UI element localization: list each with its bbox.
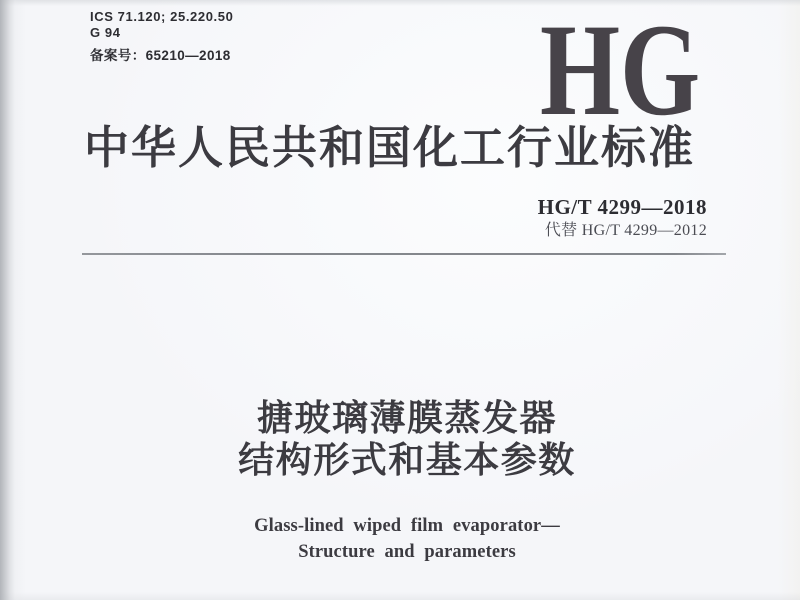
class-code: G 94 [90,25,121,40]
document-title-en [7,513,800,565]
document-title-en-line1: Glass-lined wiped film evaporator— [254,516,560,536]
document-title-zh-line1: 搪玻璃薄膜蒸发器 [256,397,557,438]
ics-code: ICS 71.120; 25.220.50 [90,9,234,24]
meta-block [90,9,233,64]
record-number: 备案号：65210—2018 [90,48,231,63]
standard-category-title: 中华人民共和国化工行业标准 [84,123,696,173]
replaces-note: 代替 HG/T 4299—2012 [544,222,707,239]
header-rule [82,253,726,255]
document-title-zh [7,397,800,481]
document-title-zh-line2: 结构形式和基本参数 [238,439,576,480]
hg-standard-logo: HG [540,0,701,143]
document-title-en-line2: Structure and parameters [298,542,516,562]
standard-number-block [538,195,707,241]
standard-number: HG/T 4299—2018 [537,195,707,219]
